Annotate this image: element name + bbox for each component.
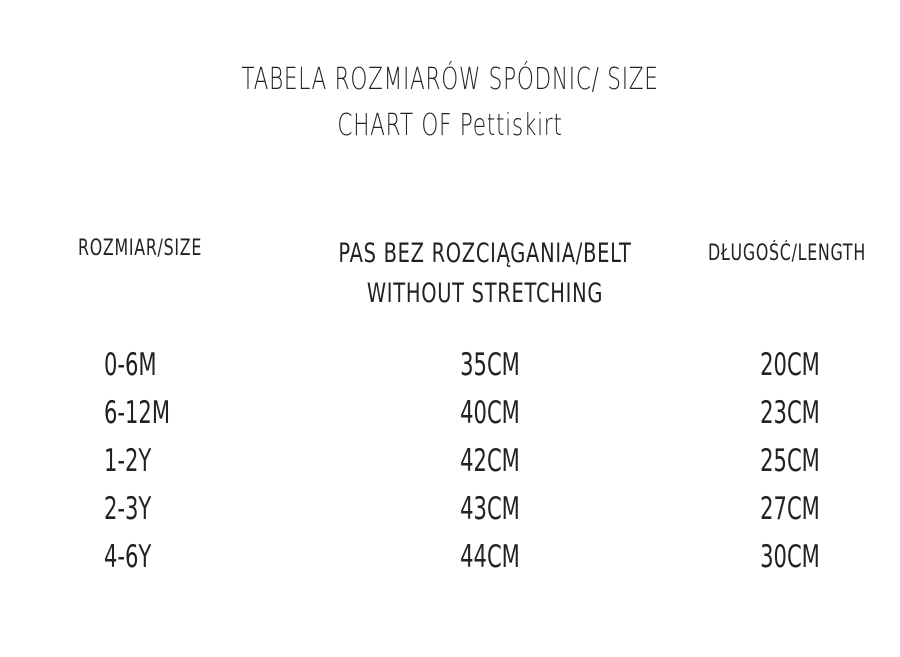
cell-belt: 42CM — [460, 443, 520, 479]
cell-size: 6-12M — [104, 395, 171, 431]
cell-belt: 44CM — [460, 539, 520, 575]
header-length: DŁUGOŚĆ/LENGTH — [708, 241, 866, 266]
table-row — [0, 537, 900, 585]
cell-length: 23CM — [760, 395, 820, 431]
cell-size: 2-3Y — [104, 491, 152, 527]
table-row — [0, 345, 900, 393]
cell-length: 27CM — [760, 491, 820, 527]
cell-belt: 43CM — [460, 491, 520, 527]
header-belt: PAS BEZ ROZCIĄGANIA/BELT WITHOUT STRETCHING — [338, 238, 632, 309]
size-table-body — [0, 345, 900, 585]
cell-belt: 35CM — [460, 347, 520, 383]
table-row — [0, 489, 900, 537]
cell-length: 20CM — [760, 347, 820, 383]
cell-size: 1-2Y — [104, 443, 152, 479]
cell-length: 30CM — [760, 539, 820, 575]
cell-length: 25CM — [760, 443, 820, 479]
header-size: ROZMIAR/SIZE — [78, 236, 203, 261]
title-line-2: CHART OF Pettiskirt — [337, 108, 563, 143]
title-line-1: TABELA ROZMIARÓW SPÓDNIC/ SIZE — [241, 62, 659, 97]
cell-size: 4-6Y — [104, 539, 152, 575]
table-row — [0, 393, 900, 441]
cell-belt: 40CM — [460, 395, 520, 431]
cell-size: 0-6M — [104, 347, 157, 383]
table-row — [0, 441, 900, 489]
